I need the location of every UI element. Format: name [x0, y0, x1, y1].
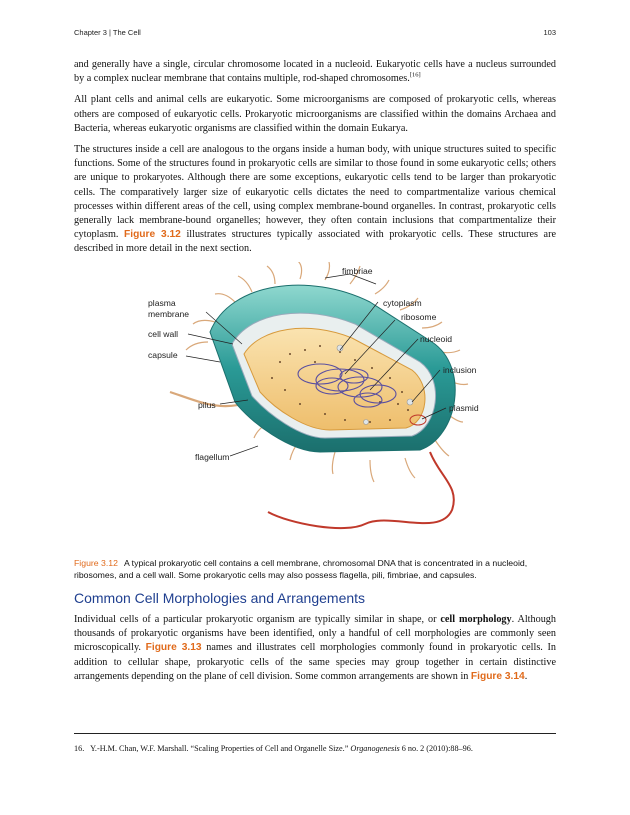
- label-flagellum: flagellum: [195, 452, 230, 462]
- body-text-top: [74, 58, 556, 264]
- caption-text: A typical prokaryotic cell contains a cell membrane, chromosomal DNA that is concentrated in a nucleoid, ribosomes, and a cell wall. Some prokaryotic cells may also possess flagella, pili, fimbriae, and capsules.: [74, 558, 528, 580]
- label-plasma-membrane: plasma: [148, 298, 176, 308]
- label-cytoplasm: cytoplasm: [383, 298, 422, 308]
- label-nucleoid: nucleoid: [420, 334, 453, 344]
- page-number: 103: [543, 28, 556, 37]
- paragraph-structures: [74, 143, 556, 257]
- body-text-section: [74, 613, 556, 691]
- paragraph-text: names and illustrates cell morphologies commonly found in prokaryotic cells. In addition to cellular shape, prokaryotic cells of the same species may group together in certain distinctive arrangements depending on the plane of cell division. Some common arrangements are shown in: [74, 642, 557, 682]
- section-title: Common Cell Morphologies and Arrangements: [74, 590, 366, 606]
- key-term-cell-morphology: cell morphology: [440, 614, 512, 625]
- paragraph-text: . Although thousands of prokaryotic organisms have been identified, only a handful of cell morphologies are commonly seen microscopically.: [74, 614, 556, 654]
- footnote-16: [74, 744, 556, 753]
- footnote-number: 16.: [74, 744, 85, 753]
- caption-figure-number: Figure 3.12: [74, 558, 118, 568]
- figure-3-13-link[interactable]: Figure 3.13: [145, 642, 202, 654]
- figure-3-12-link[interactable]: Figure 3.12: [124, 229, 181, 241]
- inclusion-shape: [364, 420, 369, 425]
- paragraph-text: and generally have a single, circular chromosome located in a nucleoid. Eukaryotic cells have a nucleus surrounded by a complex nuclear membrane that contains multiple, rod-shaped chromosomes.: [74, 59, 556, 85]
- footnote-journal: Organogenesis: [350, 744, 400, 753]
- footnote-ref-16[interactable]: [16]: [409, 71, 421, 79]
- prokaryotic-cell-figure: [140, 262, 500, 542]
- label-ribosome: ribosome: [401, 312, 437, 322]
- inclusion-shape: [337, 345, 343, 351]
- footnote-text: Y.-H.M. Chan, W.F. Marshall. “Scaling Properties of Cell and Organelle Size.”: [90, 744, 349, 753]
- label-plasmid: plasmid: [449, 403, 479, 413]
- running-header-chapter: Chapter 3 | The Cell: [74, 28, 141, 37]
- label-inclusion: inclusion: [443, 365, 477, 375]
- paragraph-eukaryotic: All plant cells and animal cells are eukaryotic. Some microorganisms are composed of prokaryotic cells, whereas others are composed of eukaryotic cells. Prokaryotic microorganisms are classified within the domains Archaea and Bacteria, whereas eukaryotic organisms are classified within the domain Eukarya.: [74, 94, 556, 134]
- paragraph-text: .: [524, 670, 528, 682]
- paragraph-text: illustrates structures typically associated with prokaryotic cells. These structures are described in more detail in the next section.: [74, 229, 556, 255]
- label-fimbriae: fimbriae: [342, 266, 373, 276]
- figure-3-14-link[interactable]: Figure 3.14: [470, 670, 525, 682]
- prokaryotic-cell-diagram: [140, 262, 500, 542]
- paragraph-text: Individual cells of a particular prokaryotic organism are typically similar in shape, or: [74, 614, 437, 625]
- paragraph-morphology: [74, 613, 556, 684]
- label-cell-wall: cell wall: [148, 329, 179, 339]
- label-pilus: pilus: [198, 400, 216, 410]
- label-plasma-membrane-2: membrane: [148, 309, 190, 319]
- paragraph-text: The structures inside a cell are analogous to the organs inside a human body, with unique structures suited to specific functions. Some of the structures found in prokaryotic cells are similar to those found in some eukaryotic cells; others are unique to prokaryotes. Although there are some exceptions, eukaryotic cells tend to be larger than prokaryotic cells. The comparatively larger size of eukaryotic cells dictates the need to compartmentalize various chemical processes within different areas of the cell, using complex membrane-bound organelles. In contrast, prokaryotic cells generally lack membrane-bound organelles; however, they often contain inclusions that compartmentalize their cytoplasm.: [74, 144, 556, 241]
- label-capsule: capsule: [148, 350, 178, 360]
- figure-caption: [74, 557, 556, 581]
- footnote-divider: [74, 733, 556, 734]
- paragraph-nucleoid: [74, 58, 556, 86]
- footnote-text: 6 no. 2 (2010):88–96.: [401, 744, 473, 753]
- flagellum-shape: [268, 452, 454, 528]
